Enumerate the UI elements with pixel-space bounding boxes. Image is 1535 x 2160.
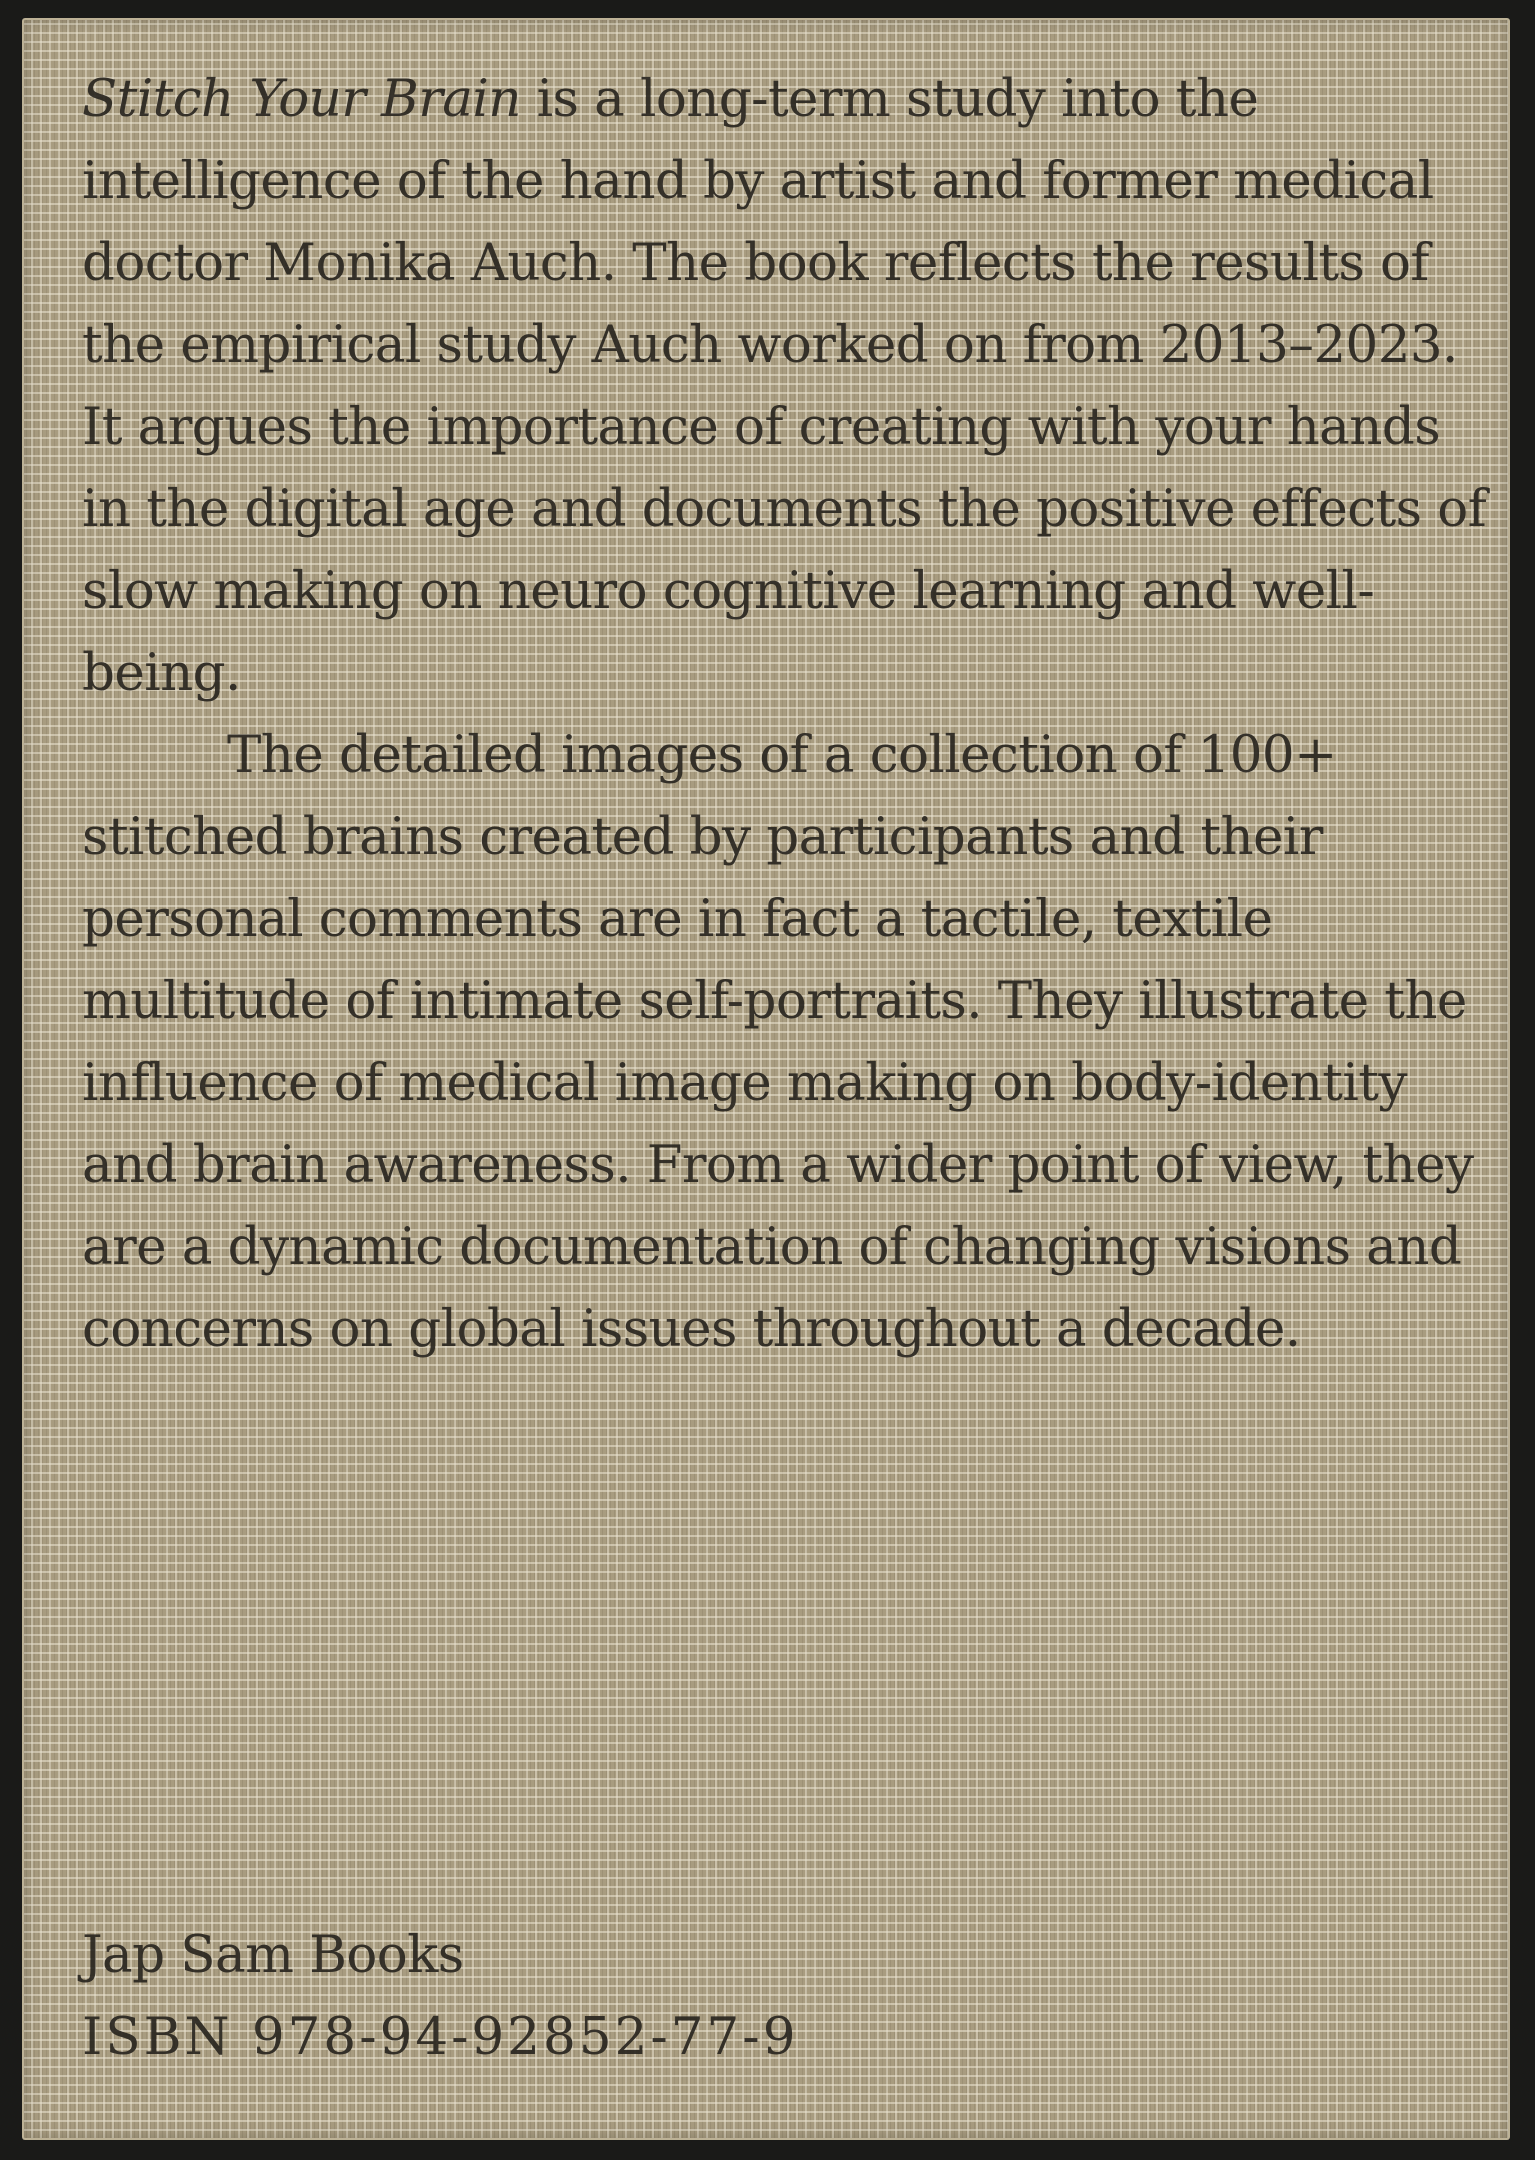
cover-blurb <box>82 58 1487 1370</box>
book-back-cover <box>22 18 1510 2140</box>
book-title: Stitch Your Brain <box>82 69 521 129</box>
blurb-paragraph-1 <box>82 58 1487 714</box>
blurb-paragraph-2: The detailed images of a collection of 100+ stitched brains created by participants and their personal comments are in fact a tactile, textile multitude of intimate self-portraits. They illustrate the influence of medical image making on body-identity and brain awareness. From a wider point of view, they are a dynamic documentation of changing visions and concerns on global issues throughout a decade. <box>82 725 1474 1359</box>
isbn-number: ISBN 978-94-92852-77-9 <box>82 2007 799 2067</box>
blurb-paragraph-1-text: is a long-term study into the intelligence of the hand by artist and former medical doctor Monika Auch. The book reflects the results of the empirical study Auch worked on from 2013–2023. It argues the importance of creating with your hands in the digital age and documents the positive effects of slow making on neuro cognitive learning and well-being. <box>82 69 1487 703</box>
imprint <box>82 1914 798 2078</box>
publisher-name: Jap Sam Books <box>82 1925 464 1985</box>
